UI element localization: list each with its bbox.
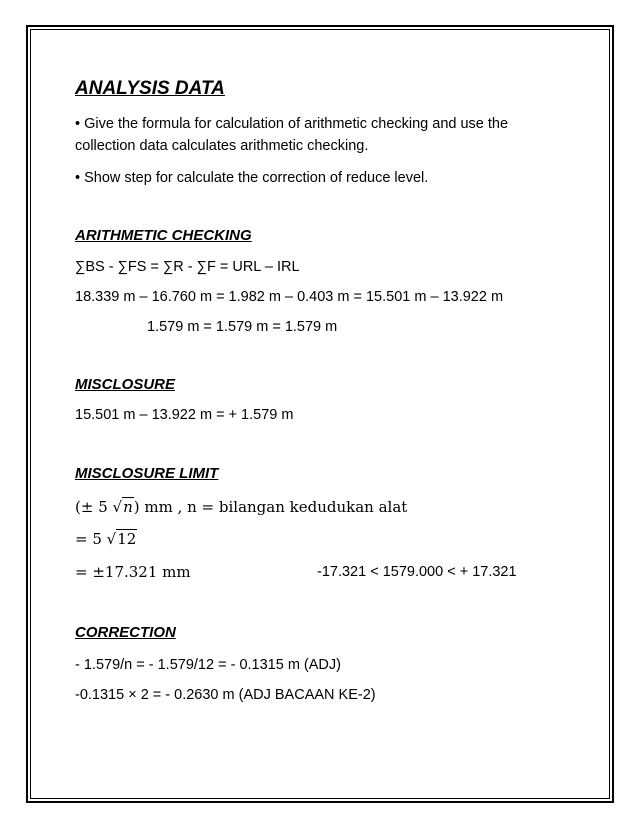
correction-heading: CORRECTION <box>75 624 176 641</box>
misclosure-value: 15.501 m – 13.922 m = + 1.579 m <box>75 407 294 423</box>
misclosure-heading: MISCLOSURE <box>75 376 176 393</box>
misclosure-limit-heading: MISCLOSURE LIMIT <box>75 465 219 482</box>
arithmetic-formula: ∑BS - ∑FS = ∑R - ∑F = URL – IRL <box>75 259 300 275</box>
misclosure-limit-result-row <box>75 563 575 582</box>
intro-bullet-2: • Show step for calculate the correction of reduce level. <box>75 170 429 186</box>
arithmetic-values: 18.339 m – 16.760 m = 1.982 m – 0.403 m = 15.501 m – 13.922 m <box>75 289 504 305</box>
misclosure-limit-formula <box>75 498 407 516</box>
correction-line-2: -0.1315 × 2 = - 0.2630 m (ADJ BACAAN KE-2) <box>75 687 376 703</box>
limit-check: -17.321 < 1579.000 < + 17.321 <box>317 564 517 580</box>
limit-formula-prefix: (± 5 √ <box>75 498 123 516</box>
limit-result: = ±17.321 mm <box>75 563 191 581</box>
arithmetic-checking-heading: ARITHMETIC CHECKING <box>75 227 252 244</box>
limit-formula-suffix: ) mm , n = bilangan kedudukan alat <box>133 498 408 516</box>
intro-bullet-1-line-2: collection data calculates arithmetic checking. <box>75 138 369 154</box>
limit-formula-variable: n <box>123 498 133 516</box>
limit-substitution-prefix: = 5 √ <box>75 530 117 548</box>
arithmetic-result: 1.579 m = 1.579 m = 1.579 m <box>147 319 338 335</box>
limit-substitution-value: 12 <box>117 530 137 548</box>
document-title: ANALYSIS DATA <box>75 78 225 99</box>
intro-bullet-1-line-1: • Give the formula for calculation of arithmetic checking and use the <box>75 116 509 132</box>
correction-line-1: - 1.579/n = - 1.579/12 = - 0.1315 m (ADJ) <box>75 657 341 673</box>
misclosure-limit-substitution <box>75 530 137 548</box>
